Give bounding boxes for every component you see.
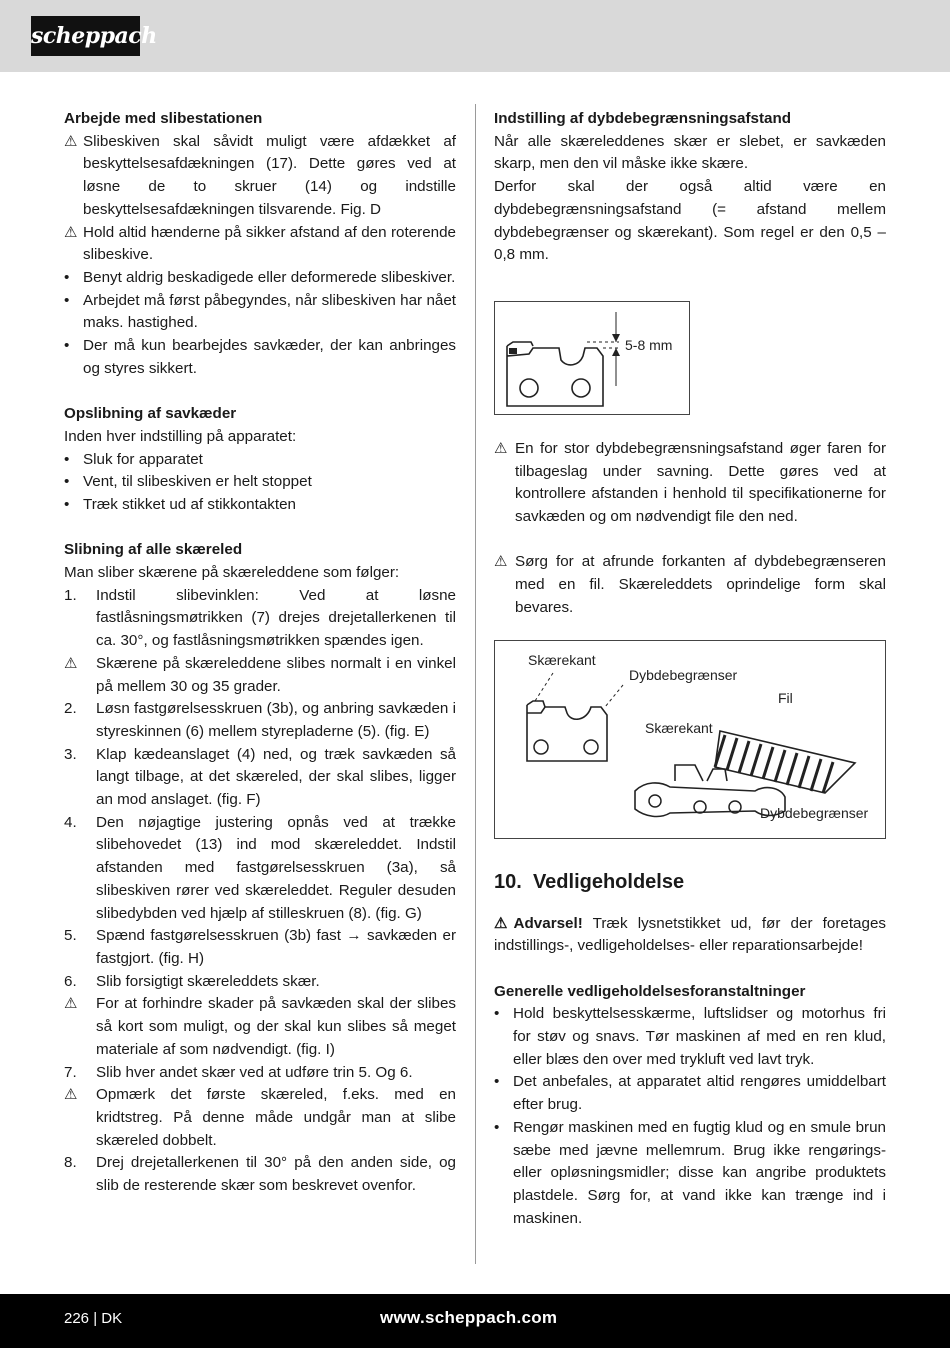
list-item: • Der må kun bearbejdes savkæder, der kan anbringes og styres sikkert.: [64, 337, 456, 377]
warning-icon: ⚠: [494, 553, 508, 571]
top-header-bar: [0, 0, 950, 72]
list-item: ⚠ Opmærk det første skæreled, f.eks. med en kridtstreg. På denne måde undgår man at slibe skæreled dobbelt.: [64, 1086, 456, 1149]
section-title: 10. Vedligeholdelse: [494, 870, 685, 893]
s1-list: [64, 131, 456, 381]
warning-icon: ⚠: [64, 995, 78, 1013]
bullet-icon: •: [494, 1118, 500, 1136]
bullet-icon: •: [64, 268, 70, 286]
section-heading: Indstilling af dybdebegrænsningsafstand: [494, 110, 792, 127]
list-item: 7. Slib hver andet skær ved at udføre trin 5. Og 6.: [64, 1062, 456, 1085]
list-item: • Vent, til slibeskiven er helt stoppet: [64, 471, 456, 494]
warning-block: ⚠ Sørg for at afrunde forkanten af dybdebegrænseren med en fil. Skæreleddets oprindelige form skal bevares.: [494, 553, 886, 616]
left-column: [64, 108, 456, 1198]
list-item: ⚠ Skærene på skæreleddene slibes normalt i en vinkel på mellem 30 og 35 grader.: [64, 654, 456, 695]
bullet-icon: •: [64, 337, 70, 355]
step-number: 7.: [64, 1063, 77, 1081]
list-item: ⚠ For at forhindre skader på savkæden skal der slibes så kort som muligt, og der skal kun slibes så meget materiale af som nødvendigt. (fig. I): [64, 995, 456, 1058]
paragraph: Man sliber skærene på skæreleddene som følger:: [64, 564, 400, 582]
list-item: • Arbejdet må først påbegyndes, når slibeskiven har nået maks. hastighed.: [64, 291, 456, 332]
section-heading: Arbejde med slibestationen: [64, 110, 263, 127]
list-item: • Sluk for apparatet: [64, 449, 456, 472]
paragraph: Derfor skal der også altid være en dybdebegrænsningsafstand (= afstand mellem dybdebegrænser og skærekant). Som regel er den 0,5 – 0,8 mm.: [494, 178, 886, 264]
chain-link-diagram: [495, 302, 689, 414]
figure-file-sharpening: [494, 640, 886, 839]
warning-block: ⚠ En for stor dybdebegrænsningsafstand øger faren for tilbageslag under savning. Dette gøres ved at kontrollere afstanden i henhold til specifikationerne for savkæden og om nødvendigt file den ned.: [494, 439, 886, 526]
list-item: • Rengør maskinen med en fugtig klud og en smule brun sæbe med jævne mellemrum. Brug ikke rengørings- eller opløsningsmidler; disse kan angribe produktets plastdele. Sørg for, at vand ikke kan trænge ind i maskinen.: [494, 1118, 886, 1227]
step-number: 8.: [64, 1154, 77, 1172]
bullet-icon: •: [494, 1073, 500, 1091]
bullet-icon: •: [64, 473, 70, 491]
list-item: 3. Klap kædeanslaget (4) ned, og træk savkæden så langt tilbage, at det skæreled, der skal slibes, ligger an mod anslaget. (fig. F): [64, 745, 456, 809]
step-number: 2.: [64, 700, 77, 718]
section-heading: Slibning af alle skæreled: [64, 541, 243, 559]
list-item: • Træk stikket ud af stikkontakten: [64, 494, 456, 517]
section-heading: Opslibning af savkæder: [64, 405, 237, 423]
bullet-icon: •: [64, 450, 70, 468]
scheppach-logo: scheppach: [31, 16, 140, 56]
label-dybdebegraenser: Dybdebegrænser: [629, 666, 738, 683]
list-item: 6. Slib forsigtigt skæreleddets skær.: [64, 971, 456, 994]
list-item: ⚠ Hold altid hænderne på sikker afstand af den roterende slibeskive.: [64, 223, 456, 264]
step-number: 1.: [64, 586, 77, 604]
website-link[interactable]: www.scheppach.com: [380, 1308, 558, 1327]
warning-icon: ⚠: [494, 439, 508, 457]
warning-icon: ⚠: [64, 132, 78, 150]
section-heading: Generelle vedligeholdelsesforanstaltninger: [494, 982, 806, 1000]
warning-icon: ⚠: [64, 654, 78, 672]
paragraph: Når alle skæreleddenes skær er slebet, er savkæden skarp, men den vil måske ikke skære.: [494, 132, 886, 173]
list-item: 4. Den nøjagtige justering opnås ved at trække slibehovedet (13) ind mod skæreleddet. Indstil afstanden med fastgørelsesskruen (3a), så slibeskiven rører ved skæreleddet. Reguler desuden slibedybden ved hjælp af stilleskruen (8). (fig. G): [64, 813, 456, 922]
list-item: 1. Indstil slibevinklen: Ved at løsne fastlåsningsmøtrikken (7) drejes drejetallerkenen til ca. 30°, og fastlåsningsmøtrikken spændes igen.: [64, 586, 456, 650]
depth-label: 5-8 mm: [625, 336, 673, 353]
warning-paragraph: ⚠Advarsel! Træk lysnetstikket ud, før der foretages indstillings-, vedligeholdelses- eller reparationsarbejde!: [494, 914, 886, 955]
warning-icon: ⚠: [64, 223, 78, 241]
label-dybdebegraenser-2: Dybdebegrænser: [760, 804, 869, 821]
step-number: 4.: [64, 813, 77, 831]
page-number: 226 | DK: [64, 1310, 123, 1327]
bullet-icon: •: [64, 291, 70, 309]
file-diagram: [495, 641, 885, 838]
label-skaerekant-2: Skærekant: [645, 719, 713, 736]
footer-bar: [0, 1294, 950, 1348]
warning-label: ⚠Advarsel!: [494, 914, 583, 932]
step-number: 6.: [64, 972, 77, 990]
list-item: • Benyt aldrig beskadigede eller deformerede slibeskiver.: [64, 267, 456, 290]
label-skaerekant: Skærekant: [528, 651, 596, 668]
column-divider: [475, 104, 476, 1264]
bullet-icon: •: [64, 495, 70, 513]
list-item: • Det anbefales, at apparatet altid rengøres umiddelbart efter brug.: [494, 1073, 886, 1114]
bullet-icon: •: [494, 1005, 500, 1023]
step-number: 3.: [64, 745, 77, 763]
warning-icon: ⚠: [64, 1086, 78, 1104]
list-item: 5. Spænd fastgørelsesskruen (3b) fast → savkæden er fastgjort. (fig. H): [64, 927, 456, 967]
step-number: 5.: [64, 927, 77, 945]
list-item: ⚠ Slibeskiven skal såvidt muligt være afdækket af beskyttelsesafdækningen (17). Dette gøres ved at løsne de to skruer (14) og indstille beskyttelsesafdækningen tilsvarende. Fig. D: [64, 132, 456, 218]
right-column: [494, 108, 886, 1230]
list-item: • Hold beskyttelsesskærme, luftslidser og motorhus fri for støv og snavs. Tør maskinen af med en ren klud, eller blæs den over med trykluft ved lavt tryk.: [494, 1005, 886, 1068]
list-item: 8. Drej drejetallerkenen til 30° på den anden side, og slib de resterende skær som beskrevet ovenfor.: [64, 1154, 456, 1195]
label-fil: Fil: [778, 689, 793, 706]
paragraph: Inden hver indstilling på apparatet:: [64, 427, 297, 445]
list-item: 2. Løsn fastgørelsesskruen (3b), og anbring savkæden i styreskinnen (6) mellem styrepladerne (5). (fig. E): [64, 700, 456, 740]
figure-depth-gauge: [494, 301, 690, 415]
